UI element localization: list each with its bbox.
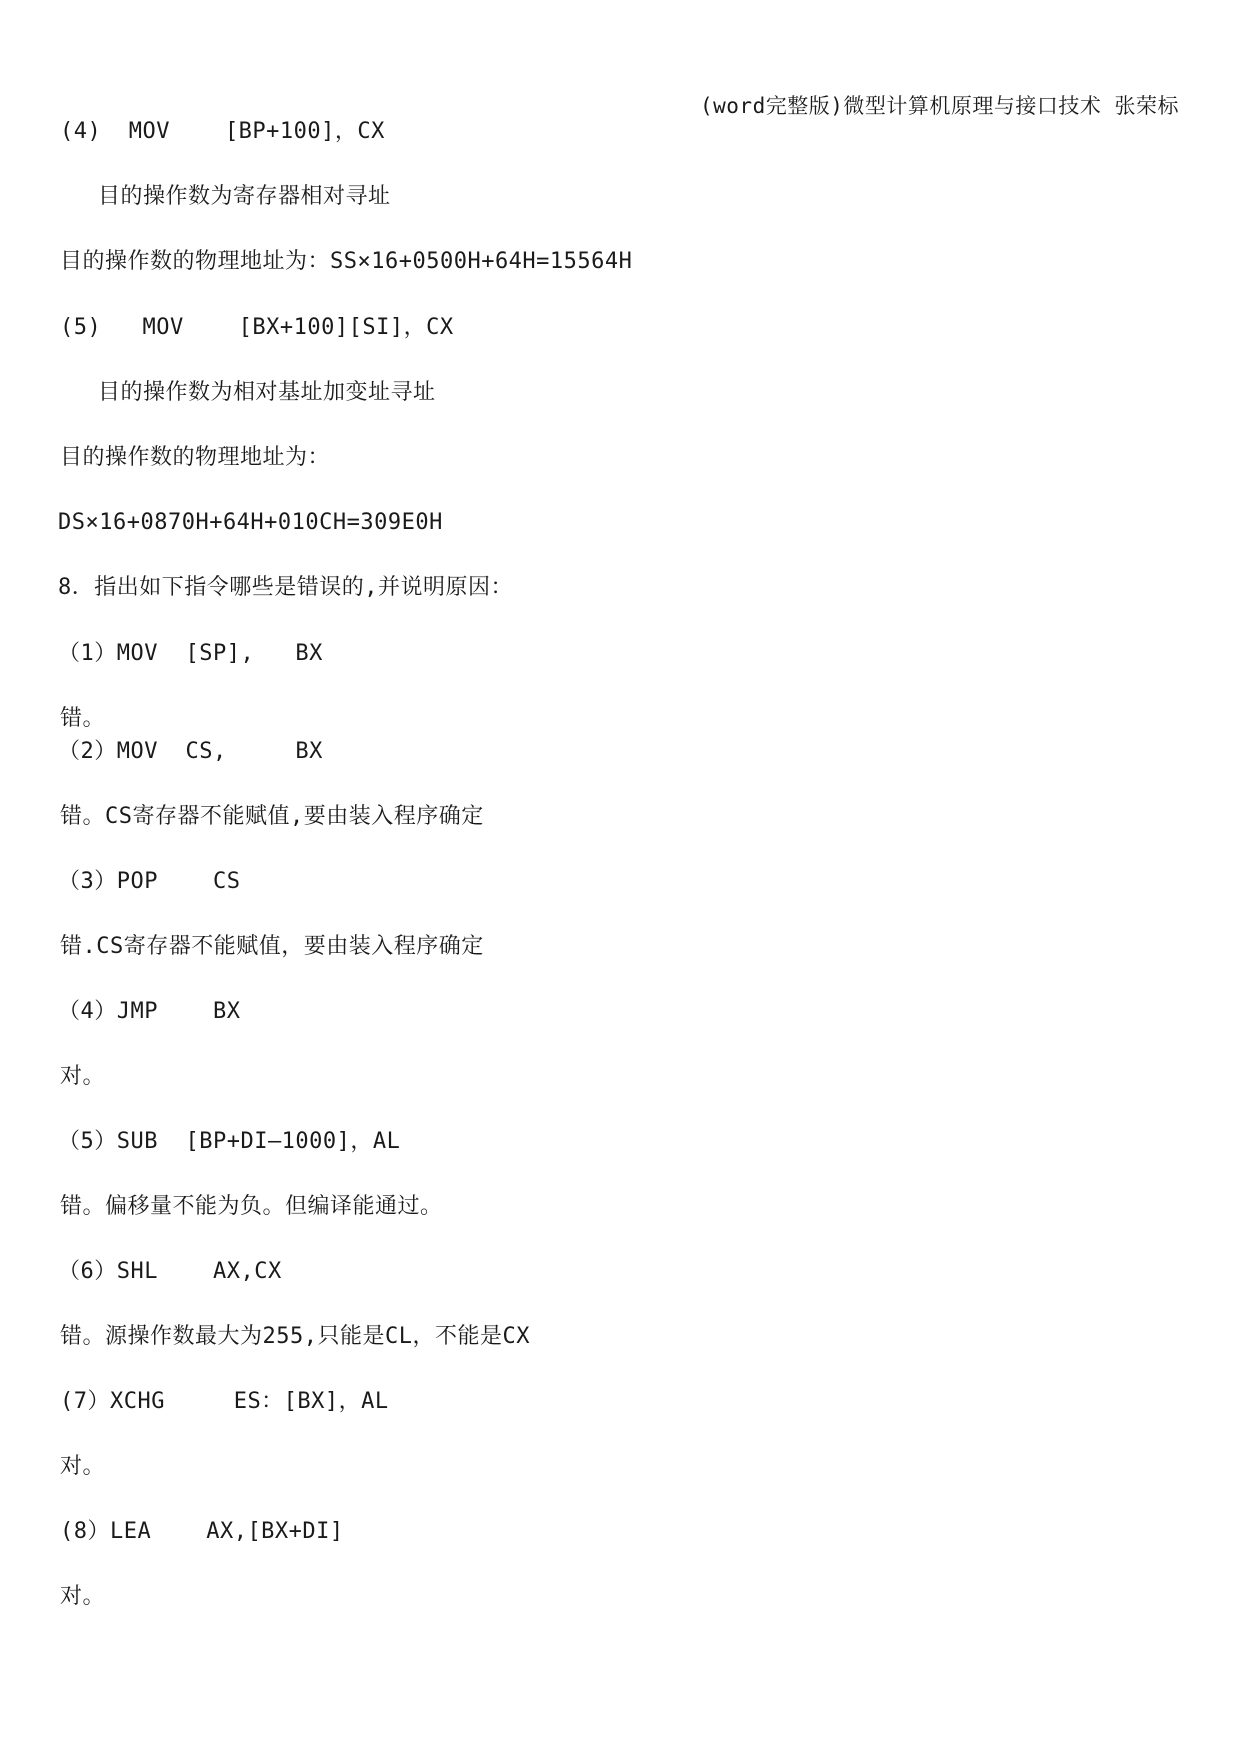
text-line: 目的操作数为相对基址加变址寻址 (98, 380, 436, 405)
text-line: 错。偏移量不能为负。但编译能通过。 (60, 1194, 443, 1219)
text-line: 对。 (60, 1064, 106, 1089)
text-line: 目的操作数的物理地址为： (60, 445, 331, 470)
text-line: 对。 (60, 1584, 106, 1609)
text-line: （5）SUB [BP+DI—1000]，AL (58, 1129, 401, 1154)
text-line: 目的操作数的物理地址为：SS×16+0500H+64H=15564H (60, 249, 633, 274)
document-header: (word完整版)微型计算机原理与接口技术 张荣标 (700, 94, 1179, 118)
text-line: （2）MOV CS, BX (58, 739, 323, 764)
text-line: 错。源操作数最大为255,只能是CL，不能是CX (60, 1324, 530, 1349)
text-line: 错.CS寄存器不能赋值，要由装入程序确定 (60, 934, 484, 959)
text-line: 错。 (60, 706, 106, 731)
text-line: （1）MOV [SP], BX (58, 641, 323, 666)
text-line: 目的操作数为寄存器相对寻址 (98, 184, 391, 209)
text-line: （4）JMP BX (58, 999, 241, 1024)
text-line: (8）LEA AX,[BX+DI] (60, 1519, 344, 1544)
text-line: 对。 (60, 1454, 106, 1479)
text-line: 错。CS寄存器不能赋值,要由装入程序确定 (60, 804, 484, 829)
text-line: 8．指出如下指令哪些是错误的,并说明原因： (58, 575, 513, 600)
text-line: （3）POP CS (58, 869, 241, 894)
text-line: (7）XCHG ES：[BX]，AL (60, 1389, 389, 1414)
text-line: (4) MOV [BP+100]，CX (60, 119, 385, 144)
text-line: (5) MOV [BX+100][SI]，CX (60, 315, 454, 340)
text-line: （6）SHL AX,CX (58, 1259, 282, 1284)
text-line: DS×16+0870H+64H+010CH=309E0H (58, 510, 443, 535)
